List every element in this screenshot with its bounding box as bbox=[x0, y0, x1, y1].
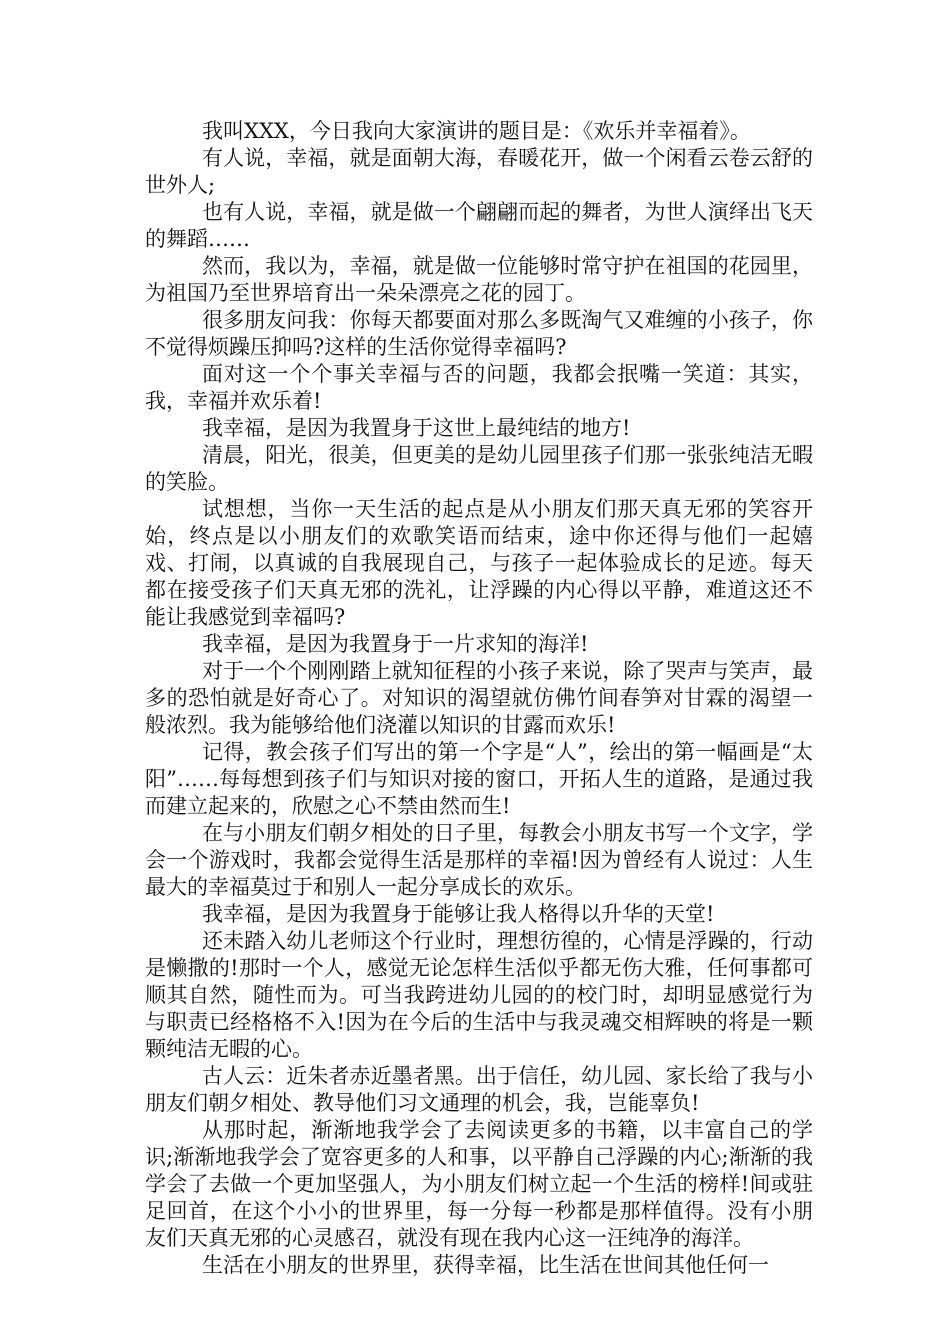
paragraph-10: 我幸福，是因为我置身于一片求知的海洋! bbox=[202, 632, 589, 656]
paragraph-15: 还未踏入幼儿老师这个行业时，理想彷徨的，心情是浮躁的，行动是懒撒的!那时一个人，感觉无论怎样生活似乎都无伤大雅，任何事都可顺其自然，随性而为。可当我跨进幼儿园的的校门时，却明显感觉行为与职责已经格格不入!因为在今后的生活中与我灵魂交相辉映的将是一颗颗纯洁无暇的心。 bbox=[145, 929, 813, 1061]
paragraph-8: 清晨，阳光，很美，但更美的是幼儿园里孩子们那一张张纯洁无暇的笑脸。 bbox=[145, 443, 813, 494]
paragraph-12: 记得，教会孩子们写出的第一个字是“人”，绘出的第一幅画是“太阳”……每每想到孩子们与知识对接的窗口，开拓人生的道路，是通过我而建立起来的，欣慰之心不禁由然而生! bbox=[145, 740, 813, 818]
paragraph-11: 对于一个个刚刚踏上就知征程的小孩子来说，除了哭声与笑声，最多的恐怕就是好奇心了。对知识的渴望就仿佛竹间春笋对甘霖的渴望一般浓烈。我为能够给他们浇灌以知识的甘露而欢乐! bbox=[145, 659, 813, 737]
paragraph-4: 然而，我以为，幸福，就是做一位能够时常守护在祖国的花园里，为祖国乃至世界培育出一朵朵漂亮之花的园丁。 bbox=[145, 254, 813, 305]
paragraph-13: 在与小朋友们朝夕相处的日子里，每教会小朋友书写一个文字，学会一个游戏时，我都会觉得生活是那样的幸福!因为曾经有人说过：人生最大的幸福莫过于和别人一起分享成长的欢乐。 bbox=[145, 821, 813, 899]
paragraph-7: 我幸福，是因为我置身于这世上最纯结的地方! bbox=[202, 416, 631, 440]
paragraph-3: 也有人说，幸福，就是做一个翩翩而起的舞者，为世人演绎出飞天的舞蹈…… bbox=[145, 200, 813, 251]
paragraph-18: 生活在小朋友的世界里，获得幸福，比生活在世间其他任何一 bbox=[202, 1253, 769, 1277]
paragraph-16: 古人云：近朱者赤近墨者黑。出于信任，幼儿园、家长给了我与小朋友们朝夕相处、教导他们习文通理的机会，我，岂能辜负! bbox=[145, 1064, 813, 1115]
paragraph-14: 我幸福，是因为我置身于能够让我人格得以升华的天堂! bbox=[202, 902, 715, 926]
paragraph-1: 我叫XXX，今日我向大家演讲的题目是：《欢乐并幸福着》。 bbox=[202, 119, 751, 143]
paragraph-17: 从那时起，渐渐地我学会了去阅读更多的书籍，以丰富自己的学识;渐渐地我学会了宽容更多的人和事，以平静自己浮躁的内心;渐渐的我学会了去做一个更加坚强人，为小朋友们树立起一个生活的榜样!间或驻足回首，在这个小小的世界里，每一分每一秒都是那样值得。没有小朋友们天真无邪的心灵感召，就没有现在我内心这一汪纯净的海洋。 bbox=[145, 1118, 813, 1250]
paragraph-6: 面对这一个个事关幸福与否的问题，我都会抿嘴一笑道：其实，我，幸福并欢乐着! bbox=[145, 362, 813, 413]
paragraph-5: 很多朋友问我：你每天都要面对那么多既淘气又难缠的小孩子，你不觉得烦躁压抑吗?这样的生活你觉得幸福吗? bbox=[145, 308, 813, 359]
paragraph-2: 有人说，幸福，就是面朝大海，春暖花开，做一个闲看云卷云舒的世外人; bbox=[145, 146, 813, 197]
document-body bbox=[145, 118, 813, 1279]
paragraph-9: 试想想，当你一天生活的起点是从小朋友们那天真无邪的笑容开始，终点是以小朋友们的欢歌笑语而结束，途中你还得与他们一起嬉戏、打闹，以真诚的自我展现自己，与孩子一起体验成长的足迹。每天都在接受孩子们天真无邪的洗礼，让浮躁的内心得以平静，难道这还不能让我感觉到幸福吗? bbox=[145, 497, 813, 629]
